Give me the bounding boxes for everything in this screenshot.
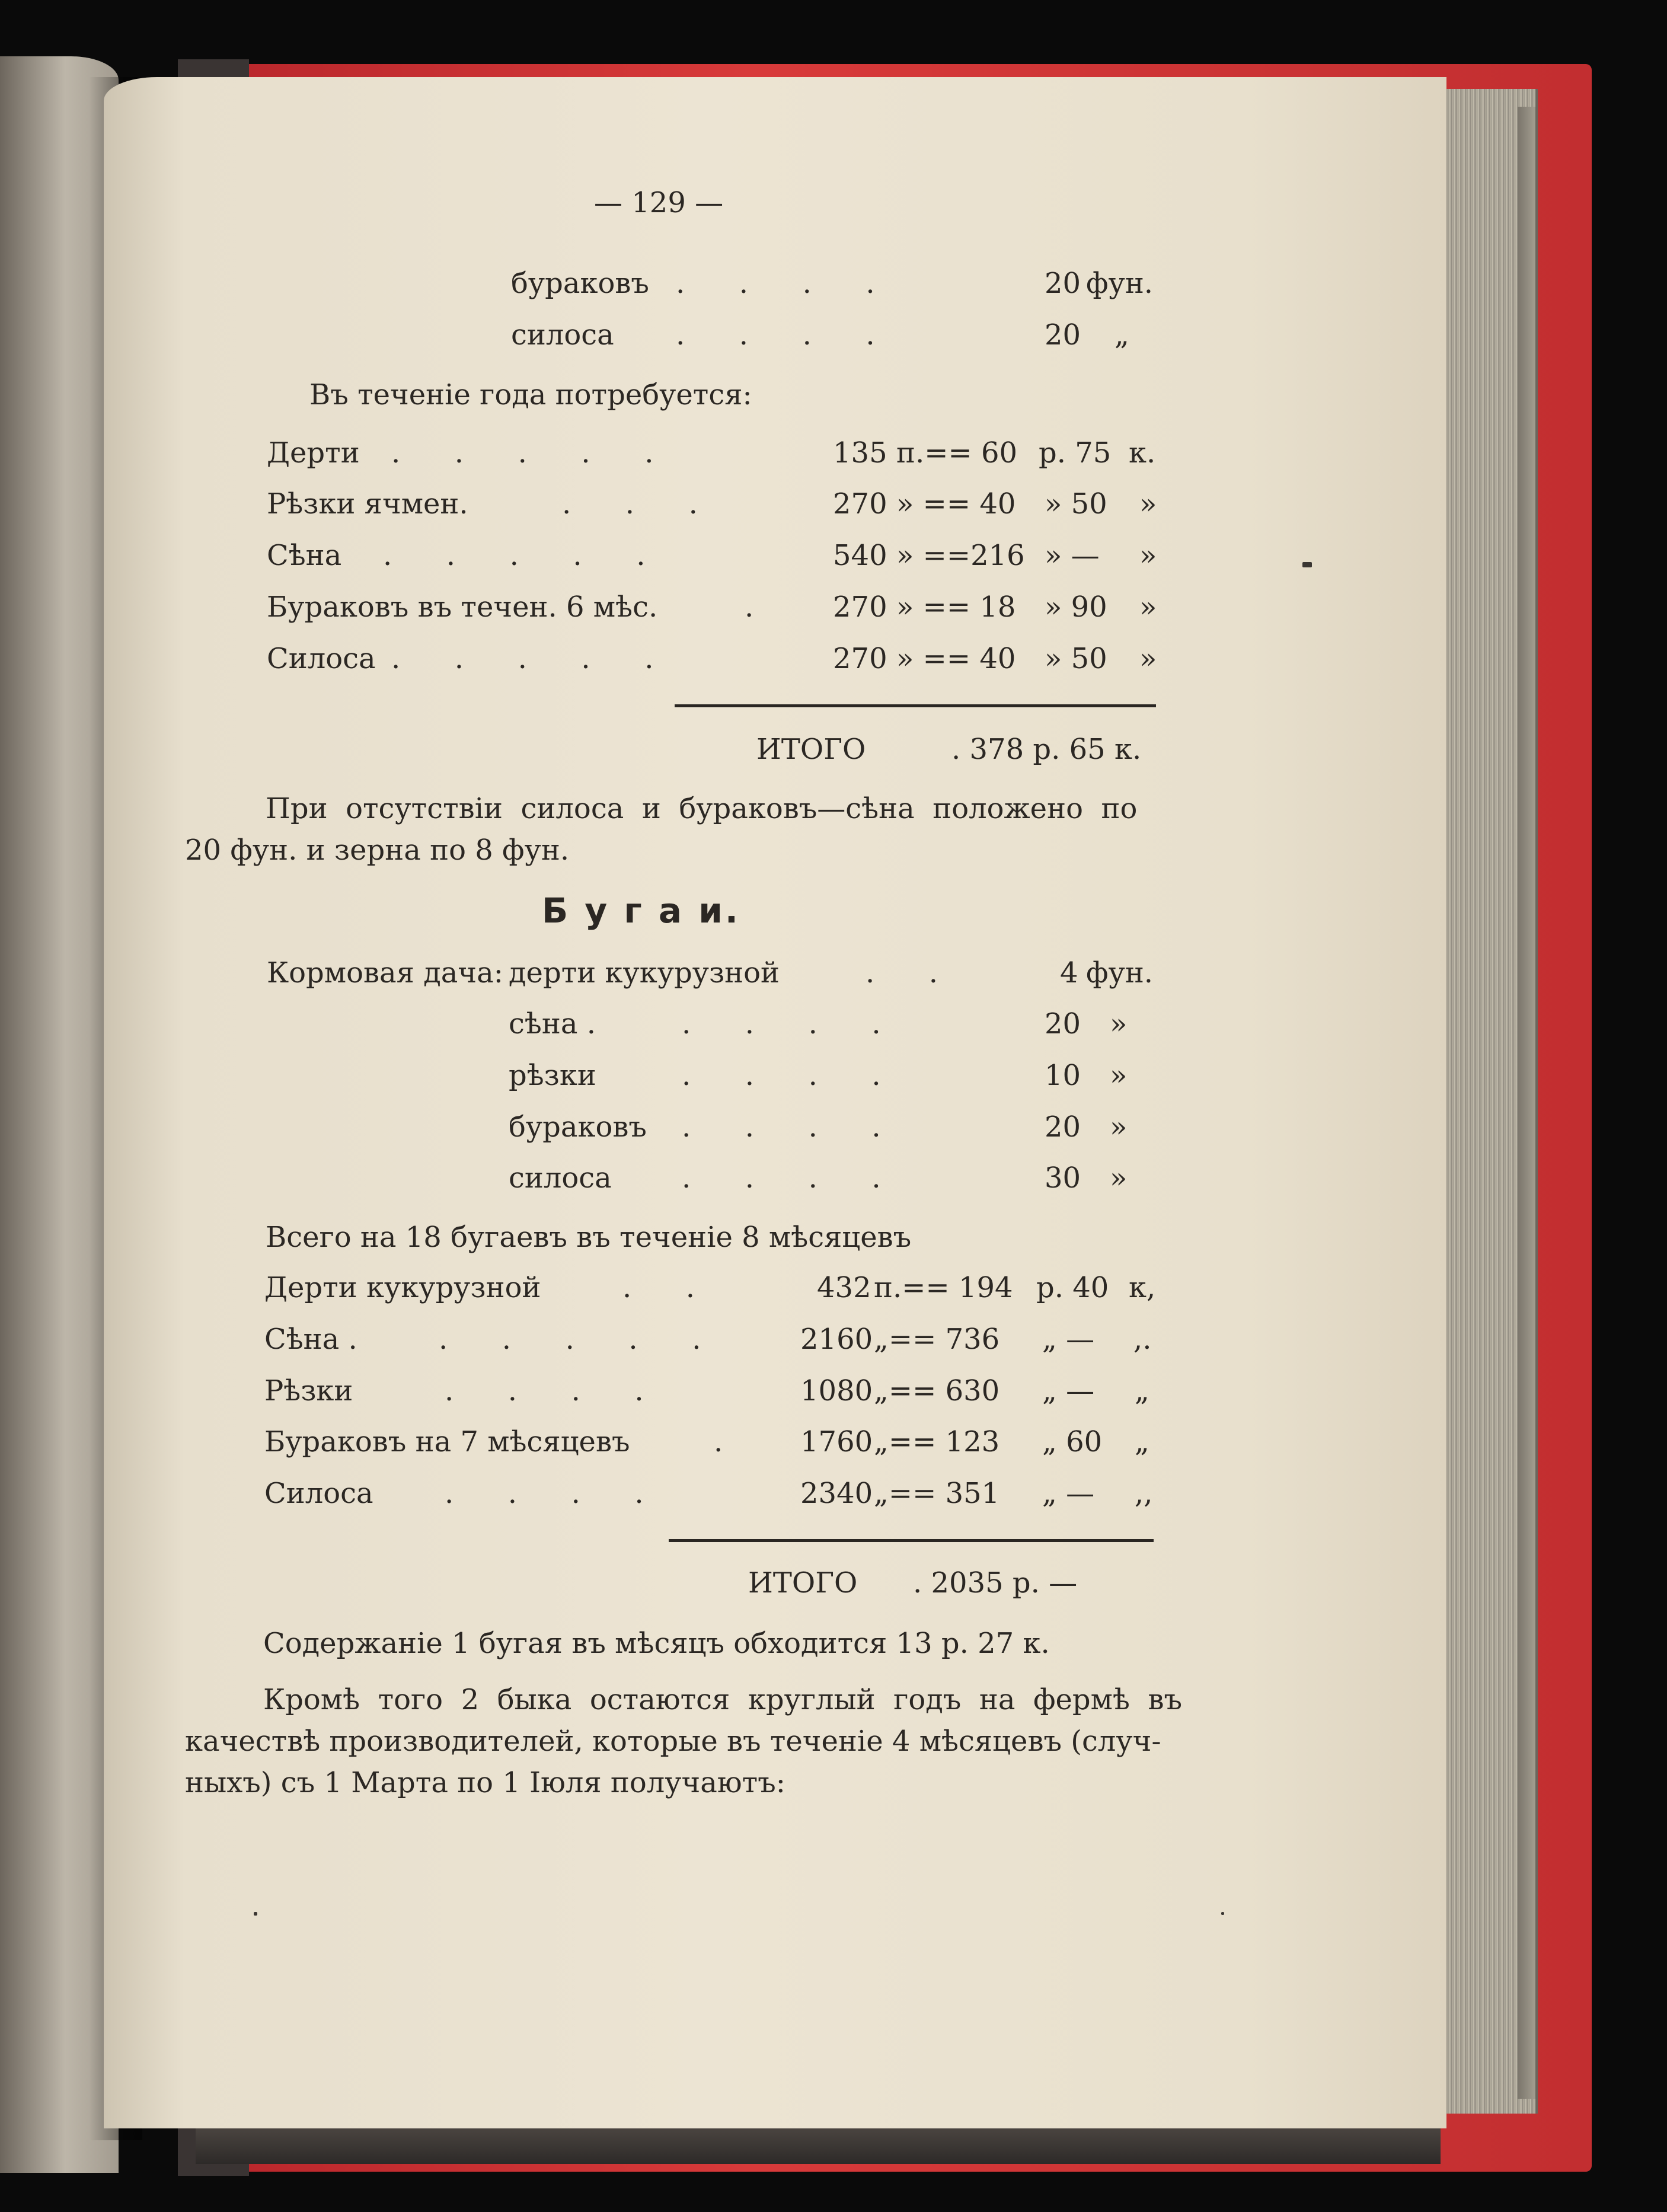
- ration-unit: „: [1114, 318, 1129, 352]
- table-row-dots: . . . . .: [391, 436, 654, 470]
- ink-speck: [1302, 562, 1312, 567]
- table-row-eq: » == 40: [896, 487, 1016, 521]
- bottom-board-edge: [196, 2128, 1441, 2164]
- table-row-item: Дерти кукурузной: [264, 1271, 541, 1304]
- total-label: ИТОГО: [748, 1566, 858, 1600]
- table-row-rub: » 90: [1045, 590, 1107, 624]
- ration-dots: . . . .: [676, 318, 875, 352]
- table-row-eq: „== 736: [874, 1323, 1000, 1356]
- table-row-dots: . . . . .: [383, 539, 646, 572]
- feed-name: дерти кукурузной: [509, 956, 780, 990]
- table-row-rub: » 50: [1045, 487, 1107, 521]
- table-row-item: Силоса: [264, 1477, 373, 1510]
- feed-dots: . . . .: [682, 1007, 881, 1040]
- page-edges-inner: [1518, 107, 1535, 2099]
- table-row-qty: 270: [833, 487, 887, 521]
- feed-dots: . . . .: [682, 1161, 881, 1195]
- table-row-rub: » —: [1045, 539, 1100, 572]
- ration-amount: 20: [1045, 318, 1081, 352]
- feed-dots: . . . .: [682, 1110, 881, 1144]
- feed-unit: фун.: [1086, 956, 1154, 990]
- ration-name: силоса: [511, 318, 614, 352]
- feed-amount: 10: [1045, 1059, 1081, 1092]
- table-row-qty: 270: [833, 642, 887, 675]
- table-row-item: Сѣна: [267, 539, 342, 572]
- feed-label: Кормовая дача:: [267, 956, 503, 990]
- table-row-eq: » == 40: [896, 642, 1016, 675]
- table-row-qty: 432: [817, 1271, 871, 1304]
- total-rule: [675, 704, 1156, 707]
- table-row-rub: „ —: [1042, 1477, 1095, 1510]
- table-row-item: Рѣзки ячмен.: [267, 487, 468, 521]
- table-row-kop: »: [1139, 487, 1157, 521]
- table-row-kop: »: [1139, 590, 1157, 624]
- table-row-kop: »: [1139, 642, 1157, 675]
- total-value: . 378 р. 65 к.: [951, 733, 1142, 766]
- feed-amount: 30: [1045, 1161, 1081, 1195]
- feed-unit: »: [1110, 1110, 1128, 1144]
- table-row-kop: к,: [1129, 1271, 1156, 1304]
- table-row-item: Силоса: [267, 642, 376, 675]
- table-row-dots: . . . .: [445, 1374, 644, 1407]
- paragraph-line: Кромѣ того 2 быка остаются круглый годъ на фермѣ въ: [263, 1683, 1183, 1716]
- table-row-qty: 1080: [800, 1374, 873, 1407]
- table-row-rub: р. 40: [1036, 1271, 1109, 1304]
- feed-unit: »: [1110, 1007, 1128, 1040]
- table-row-item: Рѣзки: [264, 1374, 353, 1407]
- paragraph-line: Содержаніе 1 бугая въ мѣсяцъ обходится 13 р. 27 к.: [263, 1627, 1050, 1660]
- table-row-eq: „== 123: [874, 1425, 1000, 1458]
- table-row-eq: „== 351: [874, 1477, 1000, 1510]
- table-row-rub: „ —: [1042, 1323, 1095, 1356]
- page-number: — 129 —: [594, 186, 724, 219]
- table-row-item: Сѣна .: [264, 1323, 357, 1356]
- ration-unit: фун.: [1086, 267, 1154, 300]
- table-row-kop: ,.: [1133, 1323, 1152, 1356]
- table-row-kop: ,,: [1135, 1477, 1153, 1510]
- table-row-dots: . . . .: [445, 1477, 644, 1510]
- ration-amount: 20: [1045, 267, 1081, 300]
- feed-unit: »: [1110, 1059, 1128, 1092]
- table-row-dots: . .: [622, 1271, 695, 1304]
- table-row-rub: р. 75: [1039, 436, 1112, 470]
- table-row-qty: 2340: [800, 1477, 873, 1510]
- book-page: [104, 77, 1446, 2128]
- table-row-kop: „: [1135, 1425, 1149, 1458]
- paragraph-line: качествѣ производителей, которые въ теченіе 4 мѣсяцевъ (случ-: [185, 1725, 1161, 1758]
- table-row-eq: » == 18: [896, 590, 1016, 624]
- table-row-qty: 135: [833, 436, 887, 470]
- ink-speck: [1221, 1912, 1224, 1915]
- feed-unit: »: [1110, 1161, 1128, 1195]
- table-row-dots: . . . . .: [439, 1323, 701, 1356]
- table-row-dots: .: [745, 590, 754, 624]
- ration-dots: . . . .: [676, 267, 875, 300]
- total-label: ИТОГО: [756, 733, 866, 766]
- paragraph-line: 20 фун. и зерна по 8 фун.: [185, 834, 570, 867]
- table-row-qty: 540: [833, 539, 887, 572]
- table-row-dots: .: [714, 1425, 723, 1458]
- feed-dots: . . . .: [682, 1059, 881, 1092]
- table-row-item: Бураковъ въ течен. 6 мѣс.: [267, 590, 658, 624]
- table-row-eq: „== 630: [874, 1374, 1000, 1407]
- table-row-eq: п.== 60: [896, 436, 1018, 470]
- feed-name: рѣзки: [509, 1059, 596, 1092]
- table-row-dots: . . .: [562, 487, 698, 521]
- feed-name: сѣна .: [509, 1007, 596, 1040]
- feed-amount: 20: [1045, 1110, 1081, 1144]
- total-value: . 2035 р. —: [913, 1566, 1078, 1600]
- feed-dots: . .: [866, 956, 938, 990]
- feed-amount: 4: [1060, 956, 1078, 990]
- table-row-eq: » ==216: [896, 539, 1025, 572]
- bulls-heading: Всего на 18 бугаевъ въ теченіе 8 мѣсяцевъ: [266, 1221, 912, 1254]
- table-row-rub: „ 60: [1042, 1425, 1103, 1458]
- paragraph-line: ныхъ) съ 1 Марта по 1 Іюля получаютъ:: [185, 1766, 785, 1799]
- table-row-qty: 2160: [800, 1323, 873, 1356]
- table-row-rub: „ —: [1042, 1374, 1095, 1407]
- paragraph-line: При отсутствіи силоса и бураковъ—сѣна положено по: [266, 792, 1138, 825]
- table-row-rub: » 50: [1045, 642, 1107, 675]
- feed-name: бураковъ: [509, 1110, 647, 1144]
- feed-name: силоса: [509, 1161, 612, 1195]
- table-row-kop: „: [1135, 1374, 1149, 1407]
- ration-name: бураковъ: [511, 267, 649, 300]
- feed-amount: 20: [1045, 1007, 1081, 1040]
- table-row-qty: 1760: [800, 1425, 873, 1458]
- section-heading: Б у г а и.: [542, 890, 740, 931]
- table-row-kop: »: [1139, 539, 1157, 572]
- total-rule: [669, 1539, 1154, 1542]
- table-row-qty: 270: [833, 590, 887, 624]
- table-row-kop: к.: [1129, 436, 1156, 470]
- table-row-item: Бураковъ на 7 мѣсяцевъ: [264, 1425, 630, 1458]
- table-row-dots: . . . . .: [391, 642, 654, 675]
- table-row-item: Дерти: [267, 436, 360, 470]
- ink-speck: [254, 1912, 257, 1916]
- year-need-heading: Въ теченіе года потребуется:: [309, 378, 752, 411]
- table-row-eq: п.== 194: [874, 1271, 1013, 1304]
